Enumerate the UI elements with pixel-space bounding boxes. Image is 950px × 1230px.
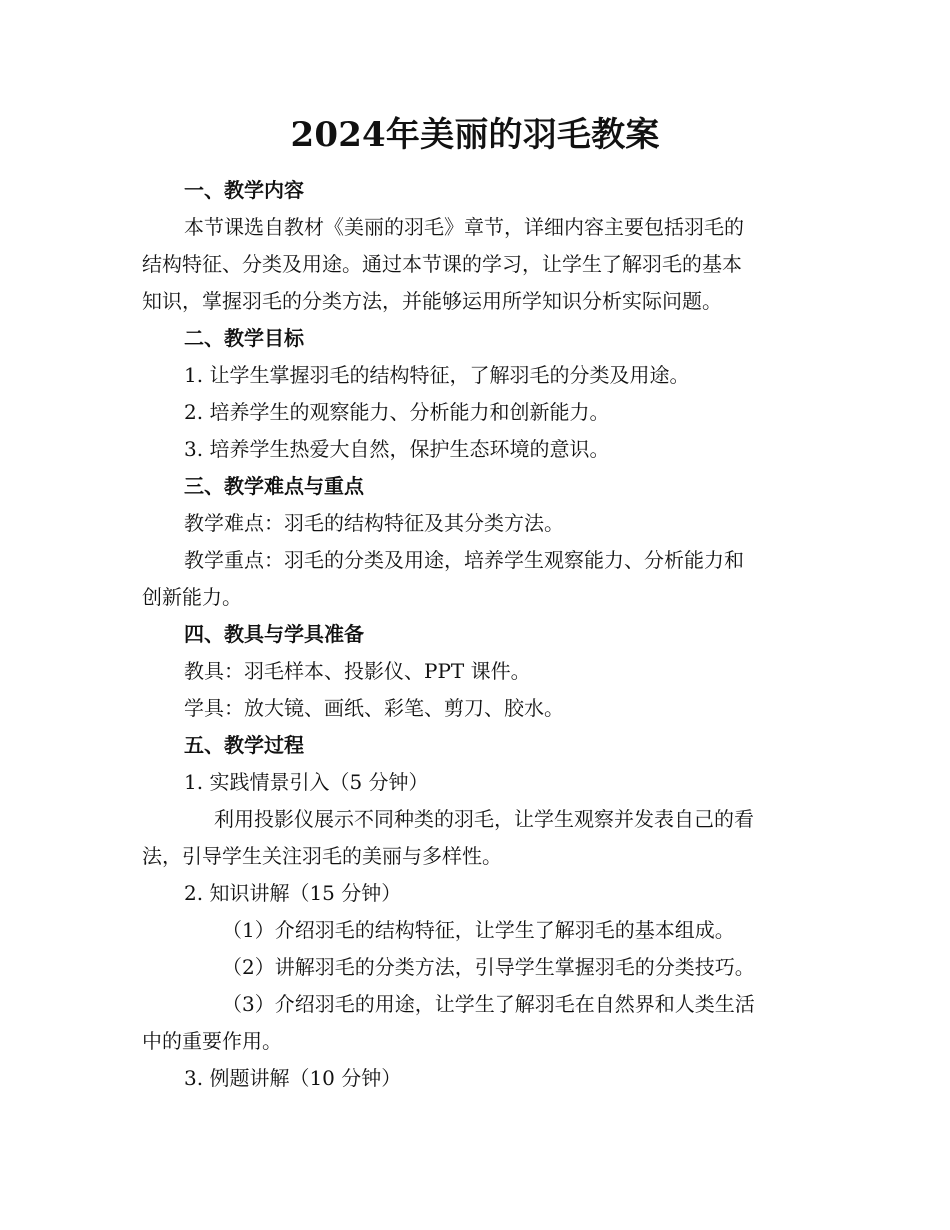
student-tools-line: 学具：放大镜、画纸、彩笔、剪刀、胶水。	[184, 696, 564, 720]
process-step-2: 2. 知识讲解（15 分钟）	[184, 881, 402, 905]
process-step-1-line-2: 法，引导学生关注羽毛的美丽与多样性。	[142, 844, 502, 868]
section-heading-teaching-goals: 二、教学目标	[184, 326, 304, 350]
process-step-2-item-1: （1）介绍羽毛的结构特征，让学生了解羽毛的基本组成。	[222, 918, 735, 942]
section-heading-process: 五、教学过程	[184, 733, 304, 757]
process-step-3: 3. 例题讲解（10 分钟）	[184, 1066, 402, 1090]
teacher-tools-line: 教具：羽毛样本、投影仪、PPT 课件。	[184, 659, 531, 683]
teaching-goal-2: 2. 培养学生的观察能力、分析能力和创新能力。	[184, 400, 610, 424]
section-heading-tools: 四、教具与学具准备	[184, 622, 364, 646]
focus-line-1: 教学重点：羽毛的分类及用途，培养学生观察能力、分析能力和	[184, 548, 744, 572]
focus-line-2: 创新能力。	[142, 585, 242, 609]
document-title: 2024年美丽的羽毛教案	[290, 115, 660, 155]
teaching-goal-3: 3. 培养学生热爱大自然，保护生态环境的意识。	[184, 437, 610, 461]
teaching-goal-1: 1. 让学生掌握羽毛的结构特征，了解羽毛的分类及用途。	[184, 363, 690, 387]
difficulty-line-1: 教学难点：羽毛的结构特征及其分类方法。	[184, 511, 564, 535]
section-heading-teaching-content: 一、教学内容	[184, 178, 304, 202]
process-step-1-line-1: 利用投影仪展示不同种类的羽毛，让学生观察并发表自己的看	[214, 807, 754, 831]
process-step-2-item-3-line-1: （3）介绍羽毛的用途，让学生了解羽毛在自然界和人类生活	[222, 992, 755, 1016]
teaching-content-line-1: 本节课选自教材《美丽的羽毛》章节，详细内容主要包括羽毛的	[184, 215, 744, 239]
teaching-content-line-2: 结构特征、分类及用途。通过本节课的学习，让学生了解羽毛的基本	[142, 252, 742, 276]
section-heading-difficulty-focus: 三、教学难点与重点	[184, 474, 364, 498]
teaching-content-line-3: 知识，掌握羽毛的分类方法，并能够运用所学知识分析实际问题。	[142, 289, 722, 313]
document-content	[142, 112, 808, 1097]
process-step-2-item-3-line-2: 中的重要作用。	[142, 1029, 282, 1053]
process-step-1: 1. 实践情景引入（5 分钟）	[184, 770, 429, 794]
process-step-2-item-2: （2）讲解羽毛的分类方法，引导学生掌握羽毛的分类技巧。	[222, 955, 755, 979]
